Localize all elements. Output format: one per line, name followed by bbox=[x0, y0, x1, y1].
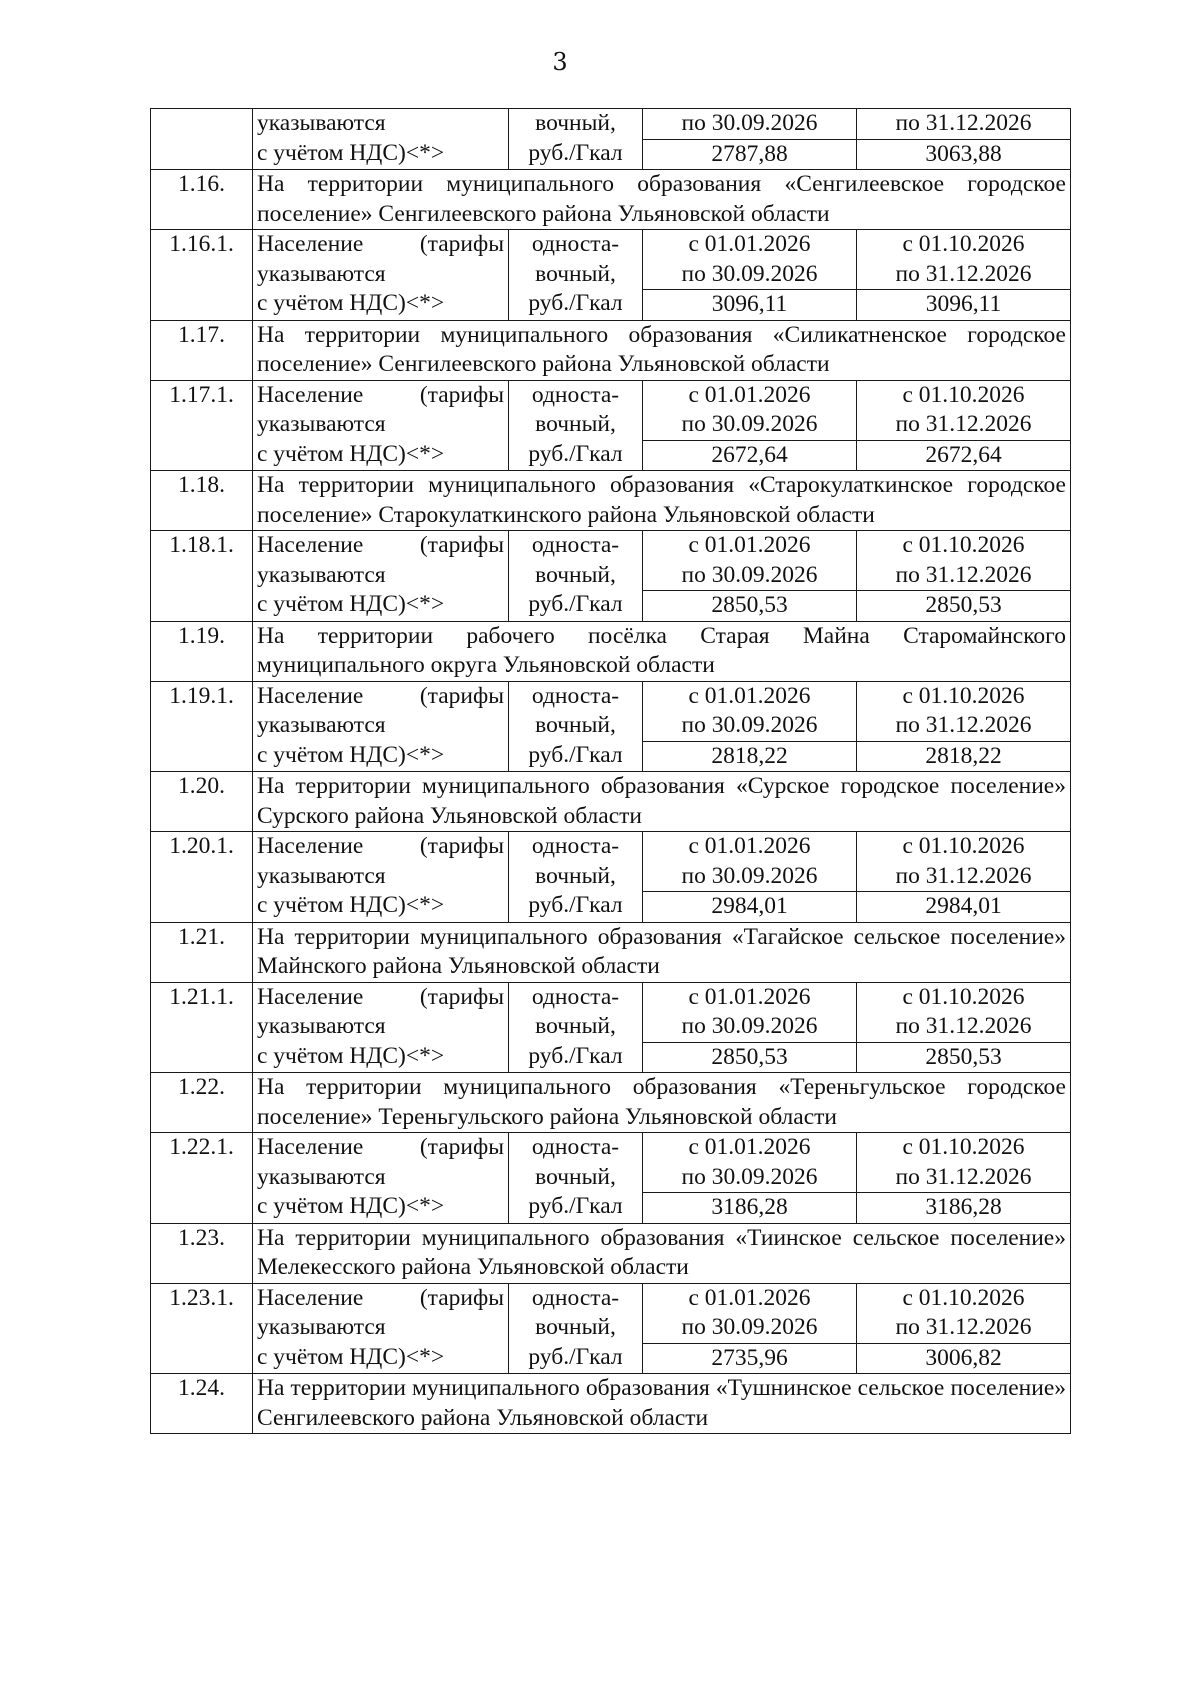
section-title: На территории муниципального образования «Сенгилеевское городское поселение» Сенгилеевского района Ульяновской области bbox=[253, 170, 1071, 230]
unit-cell: односта- вочный, руб./Гкал bbox=[509, 531, 643, 622]
unit-cell: односта- вочный, руб./Гкал bbox=[509, 681, 643, 772]
row-number: 1.19.1. bbox=[151, 681, 253, 772]
period-2-cell: с 01.10.2026 по 31.12.2026 bbox=[857, 230, 1071, 290]
table-row bbox=[151, 1133, 1071, 1193]
section-title: На территории муниципального образования «Старокулаткинское городское поселение» Старокулаткинского района Ульяновской области bbox=[253, 471, 1071, 531]
page-number: 3 bbox=[552, 48, 568, 76]
unit-cell: односта- вочный, руб./Гкал bbox=[509, 832, 643, 923]
section-title: На территории муниципального образования «Тушнинское сельское поселение» Сенгилеевского района Ульяновской области bbox=[253, 1374, 1071, 1434]
section-row bbox=[151, 320, 1071, 380]
consumer-cell: Население (тарифы указываются с учётом НДС)<*> bbox=[253, 230, 509, 321]
period-1-cell: с 01.01.2026 по 30.09.2026 bbox=[643, 1133, 857, 1193]
period-1-cell: с 01.01.2026 по 30.09.2026 bbox=[643, 832, 857, 892]
section-title: На территории муниципального образования «Тагайское сельское поселение» Майнского района Ульяновской области bbox=[253, 922, 1071, 982]
tariff-value-1: 2818,22 bbox=[643, 741, 857, 772]
row-number: 1.21.1. bbox=[151, 982, 253, 1073]
period-1-cell: с 01.01.2026 по 30.09.2026 bbox=[643, 531, 857, 591]
section-row bbox=[151, 772, 1071, 832]
unit-cell: односта- вочный, руб./Гкал bbox=[509, 1283, 643, 1374]
tariff-value-2: 3006,82 bbox=[857, 1343, 1071, 1374]
tariff-value-2: 2672,64 bbox=[857, 440, 1071, 471]
tariff-value-2: 3096,11 bbox=[857, 290, 1071, 321]
row-number-cell bbox=[151, 109, 253, 170]
tariff-value-2: 3063,88 bbox=[857, 139, 1071, 170]
consumer-cell: Население (тарифы указываются с учётом НДС)<*> bbox=[253, 1133, 509, 1224]
section-title: На территории муниципального образования «Сурское городское поселение» Сурского района Ульяновской области bbox=[253, 772, 1071, 832]
tariff-value-1: 2850,53 bbox=[643, 1042, 857, 1073]
tariff-value-2: 3186,28 bbox=[857, 1193, 1071, 1224]
section-row bbox=[151, 1073, 1071, 1133]
period-2-cell: с 01.10.2026 по 31.12.2026 bbox=[857, 1283, 1071, 1343]
consumer-cell: указываются с учётом НДС)<*> bbox=[253, 109, 509, 170]
unit-cell: вочный, руб./Гкал bbox=[509, 109, 643, 170]
tariff-value-2: 2850,53 bbox=[857, 591, 1071, 622]
period-1-cell: по 30.09.2026 bbox=[643, 109, 857, 140]
unit-cell: односта- вочный, руб./Гкал bbox=[509, 1133, 643, 1224]
table-row bbox=[151, 109, 1071, 140]
tariff-value-1: 2984,01 bbox=[643, 892, 857, 923]
table-row bbox=[151, 681, 1071, 741]
tariff-table bbox=[150, 108, 1071, 1434]
section-number: 1.24. bbox=[151, 1374, 253, 1434]
section-title: На территории муниципального образования «Силикатненское городское поселение» Сенгилеевского района Ульяновской области bbox=[253, 320, 1071, 380]
section-number: 1.17. bbox=[151, 320, 253, 380]
tariff-value-1: 3186,28 bbox=[643, 1193, 857, 1224]
period-2-cell: с 01.10.2026 по 31.12.2026 bbox=[857, 832, 1071, 892]
section-row bbox=[151, 621, 1071, 681]
row-number: 1.17.1. bbox=[151, 380, 253, 471]
section-number: 1.23. bbox=[151, 1223, 253, 1283]
unit-cell: односта- вочный, руб./Гкал bbox=[509, 982, 643, 1073]
tariff-value-2: 2818,22 bbox=[857, 741, 1071, 772]
section-number: 1.19. bbox=[151, 621, 253, 681]
consumer-cell: Население (тарифы указываются с учётом НДС)<*> bbox=[253, 832, 509, 923]
consumer-cell: Население (тарифы указываются с учётом НДС)<*> bbox=[253, 531, 509, 622]
section-number: 1.16. bbox=[151, 170, 253, 230]
section-title: На территории муниципального образования «Тиинское сельское поселение» Мелекесского района Ульяновской области bbox=[253, 1223, 1071, 1283]
period-2-cell: с 01.10.2026 по 31.12.2026 bbox=[857, 380, 1071, 440]
section-row bbox=[151, 1374, 1071, 1434]
period-1-cell: с 01.01.2026 по 30.09.2026 bbox=[643, 681, 857, 741]
tariff-value-1: 2672,64 bbox=[643, 440, 857, 471]
row-number: 1.18.1. bbox=[151, 531, 253, 622]
period-2-cell: с 01.10.2026 по 31.12.2026 bbox=[857, 982, 1071, 1042]
tariff-value-1: 2735,96 bbox=[643, 1343, 857, 1374]
table-row bbox=[151, 230, 1071, 290]
table-row bbox=[151, 531, 1071, 591]
period-2-cell: с 01.10.2026 по 31.12.2026 bbox=[857, 531, 1071, 591]
table-row bbox=[151, 982, 1071, 1042]
unit-cell: односта- вочный, руб./Гкал bbox=[509, 230, 643, 321]
consumer-cell: Население (тарифы указываются с учётом НДС)<*> bbox=[253, 1283, 509, 1374]
row-number: 1.16.1. bbox=[151, 230, 253, 321]
tariff-value-2: 2850,53 bbox=[857, 1042, 1071, 1073]
tariff-value-1: 3096,11 bbox=[643, 290, 857, 321]
section-title: На территории рабочего посёлка Старая Майна Старомайнского муниципального округа Ульяновской области bbox=[253, 621, 1071, 681]
table-row bbox=[151, 380, 1071, 440]
section-row bbox=[151, 471, 1071, 531]
period-1-cell: с 01.01.2026 по 30.09.2026 bbox=[643, 1283, 857, 1343]
period-2-cell: по 31.12.2026 bbox=[857, 109, 1071, 140]
section-row bbox=[151, 170, 1071, 230]
consumer-cell: Население (тарифы указываются с учётом НДС)<*> bbox=[253, 681, 509, 772]
period-2-cell: с 01.10.2026 по 31.12.2026 bbox=[857, 1133, 1071, 1193]
table-row bbox=[151, 1283, 1071, 1343]
section-row bbox=[151, 922, 1071, 982]
row-number: 1.23.1. bbox=[151, 1283, 253, 1374]
period-1-cell: с 01.01.2026 по 30.09.2026 bbox=[643, 230, 857, 290]
tariff-value-1: 2850,53 bbox=[643, 591, 857, 622]
row-number: 1.20.1. bbox=[151, 832, 253, 923]
consumer-cell: Население (тарифы указываются с учётом НДС)<*> bbox=[253, 982, 509, 1073]
section-number: 1.22. bbox=[151, 1073, 253, 1133]
row-number: 1.22.1. bbox=[151, 1133, 253, 1224]
tariff-value-2: 2984,01 bbox=[857, 892, 1071, 923]
section-number: 1.20. bbox=[151, 772, 253, 832]
period-1-cell: с 01.01.2026 по 30.09.2026 bbox=[643, 982, 857, 1042]
section-title: На территории муниципального образования «Тереньгульское городское поселение» Тереньгульского района Ульяновской области bbox=[253, 1073, 1071, 1133]
unit-cell: односта- вочный, руб./Гкал bbox=[509, 380, 643, 471]
consumer-cell: Население (тарифы указываются с учётом НДС)<*> bbox=[253, 380, 509, 471]
period-2-cell: с 01.10.2026 по 31.12.2026 bbox=[857, 681, 1071, 741]
section-number: 1.18. bbox=[151, 471, 253, 531]
section-number: 1.21. bbox=[151, 922, 253, 982]
table-row bbox=[151, 832, 1071, 892]
tariff-value-1: 2787,88 bbox=[643, 139, 857, 170]
section-row bbox=[151, 1223, 1071, 1283]
period-1-cell: с 01.01.2026 по 30.09.2026 bbox=[643, 380, 857, 440]
